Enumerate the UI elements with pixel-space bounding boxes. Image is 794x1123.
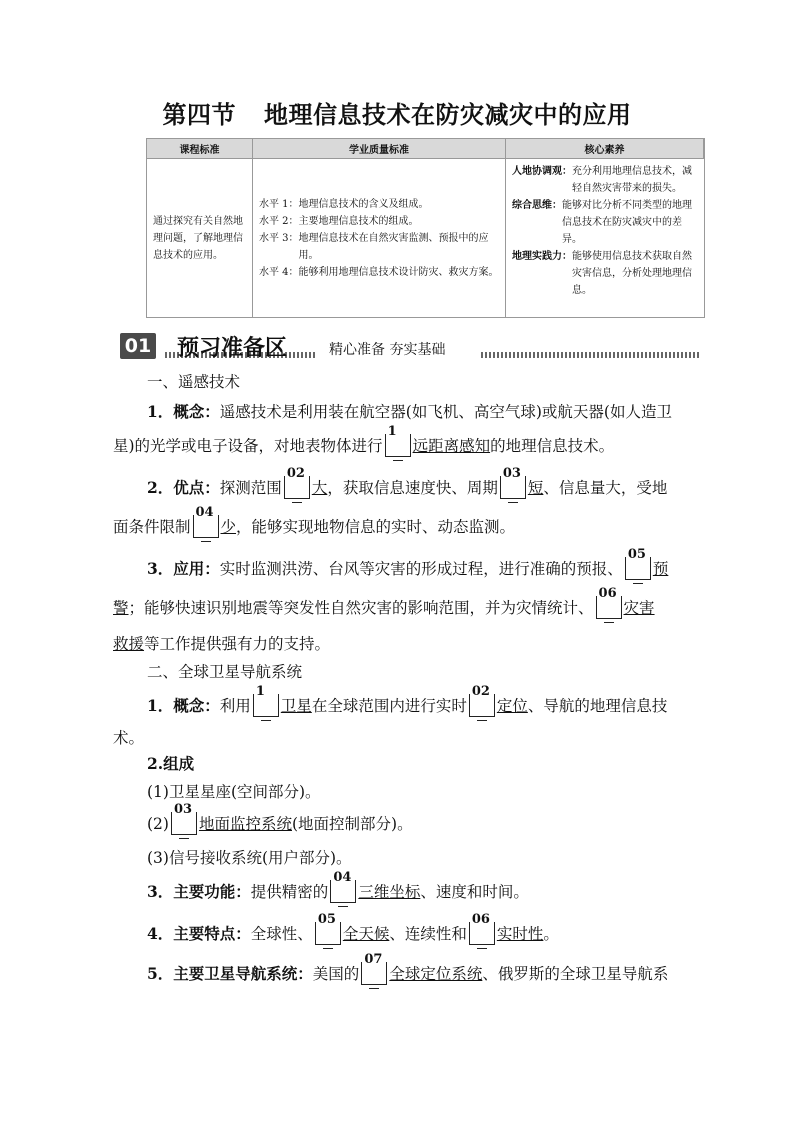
quality-level-4: 水平 4： 能够利用地理信息技术设计防灾、救灾方案。 xyxy=(259,266,499,278)
core-item-practice: 地理实践力： 能够使用信息技术获取自然灾害信息，分析处理地理信息。 xyxy=(512,251,692,296)
paragraph-line: 2．优点：探测范围 02 大，获取信息速度快、周期 03 短、信息量大，受地 xyxy=(147,466,668,497)
list-item: (3)信号接收系统(用户部分)。 xyxy=(147,849,352,867)
banner-number-badge: 01 xyxy=(120,333,156,359)
list-item: (2) 03 地面监控系统(地面控制部分)。 xyxy=(147,802,413,833)
core-item-thinking: 综合思维： 能够对比分析不同类型的地理信息技术在防灾减灾中的差异。 xyxy=(512,200,692,245)
answer-blank[interactable]: 04 xyxy=(193,515,219,538)
header-quality-standard: 学业质量标准 xyxy=(253,139,506,159)
quality-standard-cell xyxy=(253,159,506,317)
paragraph-line: 5．主要卫星导航系统：美国的 07 全球定位系统、俄罗斯的全球卫星导航系 xyxy=(147,952,669,983)
quality-level-3: 水平 3： 地理信息技术在自然灾害监测、预报中的应用。 xyxy=(259,232,489,261)
quality-level-2: 水平 2： 主要地理信息技术的组成。 xyxy=(259,215,419,227)
course-standard-cell xyxy=(147,159,253,317)
answer-blank[interactable]: 02 xyxy=(284,476,310,499)
section-number: 第四节 xyxy=(162,100,236,129)
paragraph-line: 3．应用：实时监测洪涝、台风等灾害的形成过程，进行准确的预报、 05 预 xyxy=(147,547,669,578)
paragraph-line: 术。 xyxy=(113,729,145,747)
answer-blank[interactable]: 1 xyxy=(385,434,411,457)
paragraph-line: 1．概念：遥感技术是利用装在航空器(如飞机、高空气球)或航天器(如人造卫 xyxy=(147,402,672,421)
page-title xyxy=(0,95,794,130)
paragraph-line: 3．主要功能：提供精密的 04 三维坐标、速度和时间。 xyxy=(147,870,529,901)
core-literacy-cell xyxy=(506,159,704,317)
section-banner xyxy=(117,330,701,362)
paragraph-line: 1．概念：利用 1 卫星在全球范围内进行实时 02 定位、导航的地理信息技 xyxy=(147,684,668,715)
paragraph-line: 星)的光学或电子设备，对地表物体进行 1 远距离感知的地理信息技术。 xyxy=(113,424,615,455)
course-standard-text: 通过探究有关自然地理问题，了解地理信息技术的应用。 xyxy=(153,215,243,261)
answer-blank[interactable]: 1 xyxy=(253,694,279,717)
answer-blank[interactable]: 03 xyxy=(171,812,197,835)
header-course-standard: 课程标准 xyxy=(147,139,253,159)
answer-blank[interactable]: 02 xyxy=(469,694,495,717)
paragraph-line: 警；能够快速识别地震等突发性自然灾害的影响范围，并为灾情统计、 06 灾害 xyxy=(113,586,655,617)
answer-blank[interactable]: 04 xyxy=(330,880,356,903)
paragraph-line: 4．主要特点：全球性、 05 全天候、连续性和 06 实时性。 xyxy=(147,912,559,943)
paragraph-line: 面条件限制 04 少，能够实现地物信息的实时、动态监测。 xyxy=(113,505,516,536)
banner-title: 预习准备区 xyxy=(177,336,288,361)
answer-blank[interactable]: 07 xyxy=(361,962,387,985)
answer-blank[interactable]: 05 xyxy=(625,557,651,580)
answer-blank[interactable]: 05 xyxy=(315,922,341,945)
core-item-harmony: 人地协调观： 充分利用地理信息技术，减轻自然灾害带来的损失。 xyxy=(512,166,692,194)
answer-blank[interactable]: 06 xyxy=(596,596,622,619)
standards-table xyxy=(146,138,705,318)
subheading-components: 2.组成 xyxy=(147,754,195,773)
list-item: (1)卫星星座(空间部分)。 xyxy=(147,783,321,801)
heading-satellite-navigation: 二、全球卫星导航系统 xyxy=(147,663,303,681)
paragraph-line: 救援等工作提供强有力的支持。 xyxy=(113,635,331,653)
answer-blank[interactable]: 03 xyxy=(500,476,526,499)
header-core-literacy: 核心素养 xyxy=(506,139,704,159)
section-title: 地理信息技术在防灾减灾中的应用 xyxy=(264,100,632,129)
answer-blank[interactable]: 06 xyxy=(469,922,495,945)
heading-remote-sensing: 一、遥感技术 xyxy=(147,373,241,391)
quality-level-1: 水平 1： 地理信息技术的含义及组成。 xyxy=(259,198,429,210)
banner-subtitle: 精心准备 夯实基础 xyxy=(329,342,446,358)
